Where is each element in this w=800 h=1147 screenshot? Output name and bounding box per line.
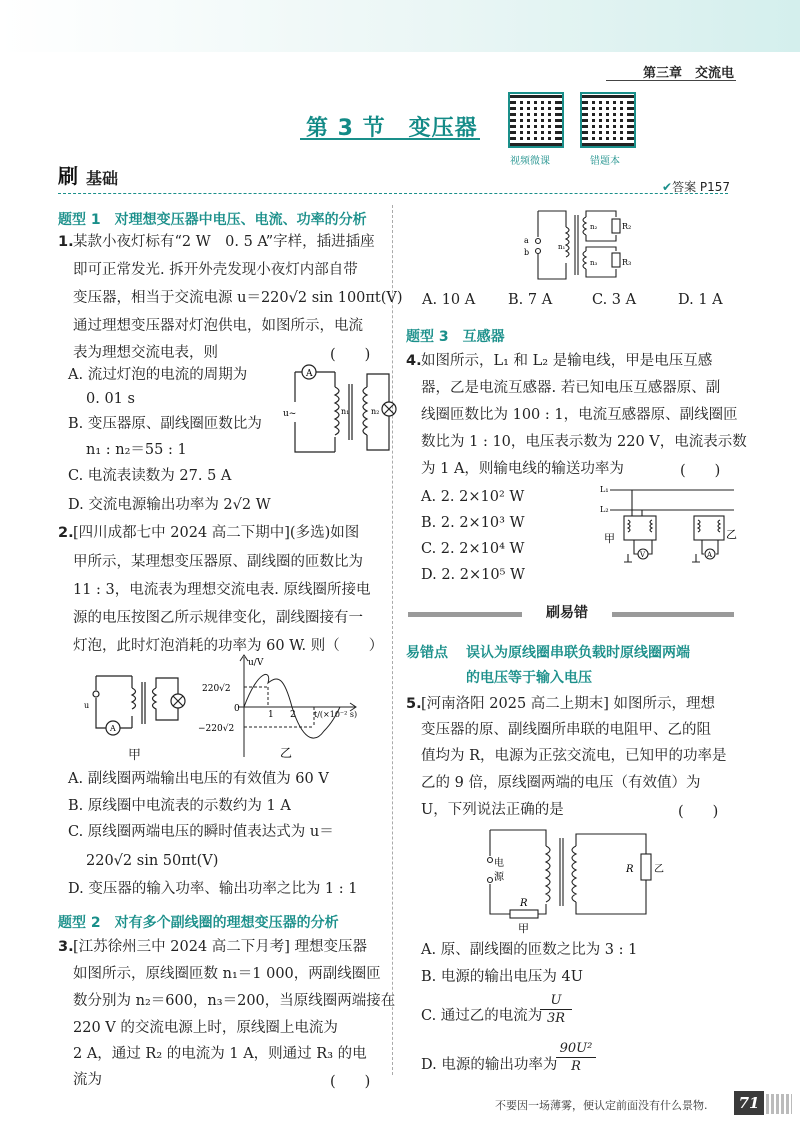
q1-option-b: B. 变压器原、副线圈匝数比为 [68, 416, 262, 432]
q5-line: 变压器的原、副线圈所串联的电阻甲、乙的阻 [421, 722, 711, 738]
type2-heading: 题型 2 对有多个副线圈的理想变压器的分析 [58, 915, 339, 931]
svg-text:u: u [84, 701, 90, 710]
svg-text:u~: u~ [283, 409, 297, 419]
q5-yi-label: 乙 [654, 864, 664, 875]
q3-number: 3. [58, 939, 74, 955]
q3-line: 2 A，通过 R₂ 的电流为 1 A，则通过 R₃ 的电 [73, 1046, 367, 1062]
q3-line: [江苏徐州三中 2024 高二下月考] 理想变压器 [73, 939, 368, 955]
chapter-label: 第三章 交流电 [642, 66, 734, 81]
graph-origin: 0 [234, 704, 240, 714]
q3-line: 数分别为 n₂＝600，n₃＝200，当原线圈两端接在 [73, 993, 396, 1009]
q4-option-a: A. 2. 2×10² W [421, 489, 525, 505]
svg-text:b: b [524, 248, 530, 257]
q5-option-b: B. 电源的输出电压为 4U [421, 969, 583, 985]
type3-heading: 题型 3 互感器 [406, 329, 505, 345]
q4-option-c: C. 2. 2×10⁴ W [421, 541, 525, 557]
q5-frac-c-num: U [540, 992, 572, 1010]
q4-option-b: B. 2. 2×10³ W [421, 515, 525, 531]
svg-text:n₃: n₃ [590, 259, 598, 267]
q5-number: 5. [406, 696, 422, 712]
q5-source-label-2: 源 [494, 872, 504, 883]
q2-line: 11 : 3，电流表为理想交流电表. 原线圈所接电 [73, 582, 371, 598]
svg-text:n₁: n₁ [558, 243, 566, 251]
q1-option-c: C. 电流表读数为 27. 5 A [68, 468, 232, 484]
q2-option-c-cont: 220√2 sin 50πt(V) [86, 853, 219, 869]
graph-axis-u: u/V [248, 658, 264, 668]
yicuo-banner-text: 刷易错 [522, 602, 612, 624]
q4-transformer-diagram [598, 480, 738, 572]
q1-option-a-cont: 0. 01 s [86, 391, 135, 407]
q3-option-a: A. 10 A [422, 292, 476, 308]
q4-number: 4. [406, 353, 422, 369]
q4-line: 如图所示，L₁ 和 L₂ 是输电线，甲是电压互感 [421, 353, 713, 369]
q1-line: 变压器，相当于交流电源 u＝220√2 sin 100πt(V) [73, 290, 403, 306]
check-icon: ✔ [662, 180, 673, 194]
svg-text:R₂: R₂ [622, 222, 632, 231]
svg-text:R₃: R₃ [622, 258, 632, 267]
q1-number: 1. [58, 234, 74, 250]
svg-text:A: A [707, 551, 713, 559]
q3-option-d: D. 1 A [678, 292, 723, 308]
q5-resistor-R-right: R [626, 864, 634, 875]
q4-answer-bracket[interactable]: ( ) [680, 463, 721, 479]
q5-line: 值均为 R，电源为正弦交流电，已知甲的功率是 [421, 748, 727, 764]
title-underline [300, 138, 480, 140]
q5-resistor-R-left: R [520, 898, 528, 909]
page-number: 71 [734, 1091, 764, 1115]
q1-option-d: D. 交流电源输出功率为 2√2 W [68, 497, 271, 513]
column-divider [392, 205, 393, 1075]
q2-line: 源的电压按图乙所示规律变化，副线圈接有一 [73, 610, 363, 626]
q1-option-a: A. 流过灯泡的电流的周期为 [68, 367, 248, 383]
q2-option-c: C. 原线圈两端电压的瞬时值表达式为 u＝ [68, 824, 334, 840]
q5-line: [河南洛阳 2025 高二上期末] 如图所示，理想 [421, 696, 716, 712]
q2-number: 2. [58, 525, 74, 541]
q5-frac-c [540, 992, 572, 1027]
q2-circuit-jia [82, 668, 192, 758]
q2-option-b: B. 原线圈中电流表的示数约为 1 A [68, 798, 291, 814]
q5-frac-c-den: 3R [546, 1011, 566, 1026]
q1-line: 表为理想交流电表，则 [73, 345, 218, 361]
graph-xtick-2: 2 [290, 710, 296, 720]
qr-label-video: 视频微课 [510, 156, 550, 167]
yicuo-point-label: 易错点 [406, 645, 448, 661]
qr-code-video[interactable] [508, 92, 564, 148]
svg-text:a: a [524, 236, 529, 245]
q1-answer-bracket[interactable]: ( ) [330, 347, 371, 363]
q2-line: 灯泡，此时灯泡消耗的功率为 60 W. 则（ ） [73, 638, 384, 654]
q2-voltage-graph [198, 653, 373, 765]
section-rule [58, 193, 728, 194]
q4-L2-label: L₂ [600, 505, 609, 514]
svg-text:n₂: n₂ [590, 223, 598, 231]
yicuo-banner [408, 604, 734, 622]
q3-line: 如图所示，原线圈匝数 n₁＝1 000，两副线圈匝 [73, 966, 381, 982]
graph-ytick-top: 220√2 [202, 684, 231, 694]
svg-text:A: A [110, 724, 116, 733]
yicuo-point-text: 误认为原线圈串联负载时原线圈两端 [466, 645, 690, 661]
graph-axis-t: t/(×10⁻² s) [314, 710, 358, 719]
q5-source-label: 电 [494, 858, 504, 869]
q2-option-d: D. 变压器的输入功率、输出功率之比为 1 : 1 [68, 881, 358, 897]
q2-option-a: A. 副线圈两端输出电压的有效值为 60 V [68, 771, 329, 787]
q5-jia-label: 甲 [518, 922, 529, 934]
q4-line: 器，乙是电流互感器. 若已知电压互感器原、副 [421, 380, 721, 396]
section-title: 第 3 节 变压器 [306, 116, 478, 141]
q3-line: 流为 [73, 1072, 102, 1088]
q1-line: 通过理想变压器对灯泡供电，如图所示，电流 [73, 318, 363, 334]
q5-circuit-diagram [476, 822, 668, 934]
q5-frac-d-den: R [571, 1059, 581, 1074]
q1-circuit-diagram [283, 362, 398, 462]
qr-label-error-book: 错题本 [590, 156, 620, 167]
q5-line: U，下列说法正确的是 [421, 802, 564, 818]
q5-frac-d [556, 1040, 596, 1075]
q4-line: 线圈匝数比为 100 : 1，电流互感器原、副线圈匝 [421, 407, 738, 423]
q1-line: 即可正常发光. 拆开外壳发现小夜灯内部自带 [73, 262, 358, 278]
q4-yi-label: 乙 [726, 528, 737, 541]
q3-circuit-diagram [520, 205, 640, 285]
q4-L1-label: L₁ [600, 485, 609, 494]
q5-option-a: A. 原、副线圈的匝数之比为 3 : 1 [421, 942, 638, 958]
q2-line: 甲所示，某理想变压器原、副线圈的匝数比为 [73, 554, 363, 570]
q3-answer-bracket[interactable]: ( ) [330, 1074, 371, 1090]
q2-fig-yi-label: 乙 [280, 746, 293, 760]
brand-mark: 刷 [58, 164, 78, 188]
q3-option-c: C. 3 A [592, 292, 637, 308]
q5-line: 乙的 9 倍，原线圈两端的电压（有效值）为 [421, 775, 701, 791]
svg-text:n₁: n₁ [341, 407, 350, 416]
svg-text:A: A [306, 369, 313, 379]
q1-line: 某款小夜灯标有“2 W 0. 5 A”字样，插进插座 [73, 234, 375, 250]
graph-ytick-bottom: −220√2 [198, 724, 235, 734]
q3-line: 220 V 的交流电源上时，原线圈上电流为 [73, 1020, 338, 1036]
q4-option-d: D. 2. 2×10⁵ W [421, 567, 525, 583]
answer-reference: ✔答案 P157 [662, 180, 731, 194]
q4-jia-label: 甲 [604, 532, 615, 545]
graph-xtick-1: 1 [268, 710, 274, 720]
chapter-rule [606, 80, 736, 81]
q5-frac-d-num: 90U² [556, 1040, 596, 1058]
q4-line: 数比为 1 : 10，电压表示数为 220 V，电流表示数 [421, 434, 747, 450]
q3-option-b: B. 7 A [508, 292, 553, 308]
q2-fig-jia-label: 甲 [128, 748, 142, 763]
q2-line: [四川成都七中 2024 高二下期中](多选)如图 [73, 525, 360, 541]
qr-code-error-book[interactable] [580, 92, 636, 148]
q5-option-c: C. 通过乙的电流为 [421, 1008, 543, 1024]
type1-heading: 题型 1 对理想变压器中电压、电流、功率的分析 [58, 212, 367, 228]
page-corner-decoration [766, 1094, 792, 1114]
q5-answer-bracket[interactable]: ( ) [678, 804, 719, 820]
yicuo-point-text-cont: 的电压等于输入电压 [466, 670, 592, 686]
q5-option-d: D. 电源的输出功率为 [421, 1057, 558, 1073]
header-band [0, 0, 800, 52]
svg-text:n₂: n₂ [371, 407, 380, 416]
svg-text:V: V [640, 551, 646, 559]
q4-line: 为 1 A，则输电线的输送功率为 [421, 461, 624, 477]
brand-sub: 基础 [86, 169, 119, 188]
footer-motto: 不要因一场薄雾，便认定前面没有什么景物. [495, 1099, 708, 1112]
q1-option-b-cont: n₁ : n₂＝55 : 1 [86, 442, 187, 458]
